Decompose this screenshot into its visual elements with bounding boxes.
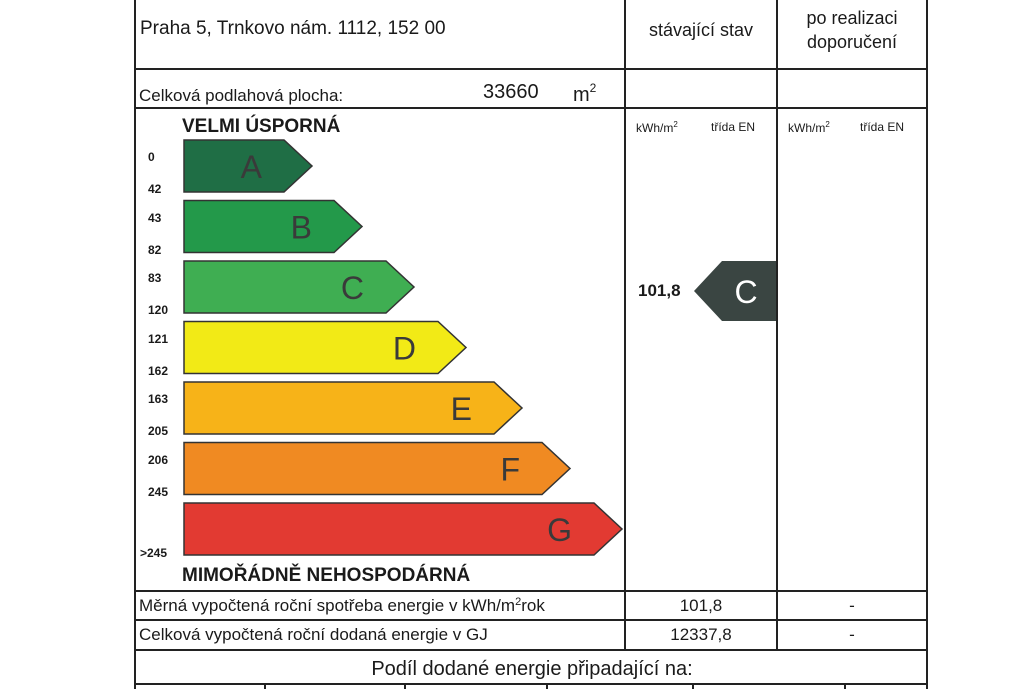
- class-letter-c: C: [340, 270, 364, 306]
- unit-exponent: 2: [589, 81, 597, 95]
- band-range-from: 43: [148, 210, 162, 225]
- class-arrow-c: [184, 261, 414, 313]
- row-label-text: Měrná vypočtená roční spotřeba energie v kWh/m: [139, 596, 516, 615]
- class-letter-a: A: [240, 149, 262, 185]
- class-arrow-b: [184, 201, 362, 253]
- current-class-subheading: třída EN: [711, 120, 756, 134]
- kwh-base: kWh/m: [636, 121, 674, 135]
- band-range-from: 163: [148, 392, 169, 406]
- after-class-subheading: třída EN: [860, 120, 905, 134]
- class-arrow-d: [184, 322, 466, 374]
- after-heading-line1: po realizaci: [806, 8, 898, 28]
- row-total-energy-current: 12337,8: [670, 625, 732, 644]
- row-label-text: Celková vypočtená roční dodaná energie v GJ: [139, 625, 488, 644]
- row-label-exponent: 2: [515, 596, 522, 608]
- band-range-to: 82: [148, 242, 162, 257]
- band-range-from: 121: [148, 331, 169, 346]
- unit-base: m: [573, 84, 590, 106]
- band-range-to: >245: [140, 546, 168, 560]
- current-class-letter: C: [734, 274, 758, 310]
- class-letter-e: E: [450, 391, 472, 427]
- kwh-exponent: 2: [673, 120, 678, 129]
- energy-share-title: Podíl dodané energie připadající na:: [371, 658, 693, 680]
- class-letter-g: G: [547, 512, 572, 548]
- band-range-to: 245: [148, 484, 169, 499]
- class-letter-b: B: [290, 209, 312, 246]
- row-total-energy-label: [139, 625, 488, 645]
- current-specific-consumption: 101,8: [638, 281, 681, 300]
- class-letter-d: D: [392, 330, 416, 367]
- row-specific-consumption-current: 101,8: [679, 596, 723, 615]
- after-heading-line2: doporučení: [806, 32, 898, 52]
- band-range-to: 205: [148, 424, 169, 438]
- band-range-from: 83: [148, 271, 162, 285]
- floor-area-value: 33660: [483, 81, 539, 103]
- kwh-exponent: 2: [825, 120, 830, 129]
- row-specific-consumption-label: [139, 596, 545, 616]
- current-state-heading: stávající stav: [648, 20, 754, 40]
- row-specific-consumption-after: -: [849, 596, 855, 615]
- class-letter-f: F: [500, 451, 520, 488]
- band-range-to: 42: [148, 182, 162, 196]
- band-range-from: 0: [148, 150, 155, 164]
- band-range-to: 120: [148, 303, 169, 317]
- band-range-to: 162: [148, 363, 169, 378]
- building-address: Praha 5, Trnkovo nám. 1112, 152 00: [140, 18, 446, 39]
- row-total-energy-after: -: [849, 625, 855, 644]
- scale-title-efficient: VELMI ÚSPORNÁ: [182, 116, 341, 137]
- row-label-tail: rok: [521, 596, 545, 615]
- kwh-base: kWh/m: [788, 121, 826, 135]
- scale-title-inefficient: MIMOŘÁDNĚ NEHOSPODÁRNÁ: [182, 565, 471, 586]
- band-range-from: 206: [148, 452, 169, 467]
- floor-area-label: Celková podlahová plocha:: [139, 86, 344, 105]
